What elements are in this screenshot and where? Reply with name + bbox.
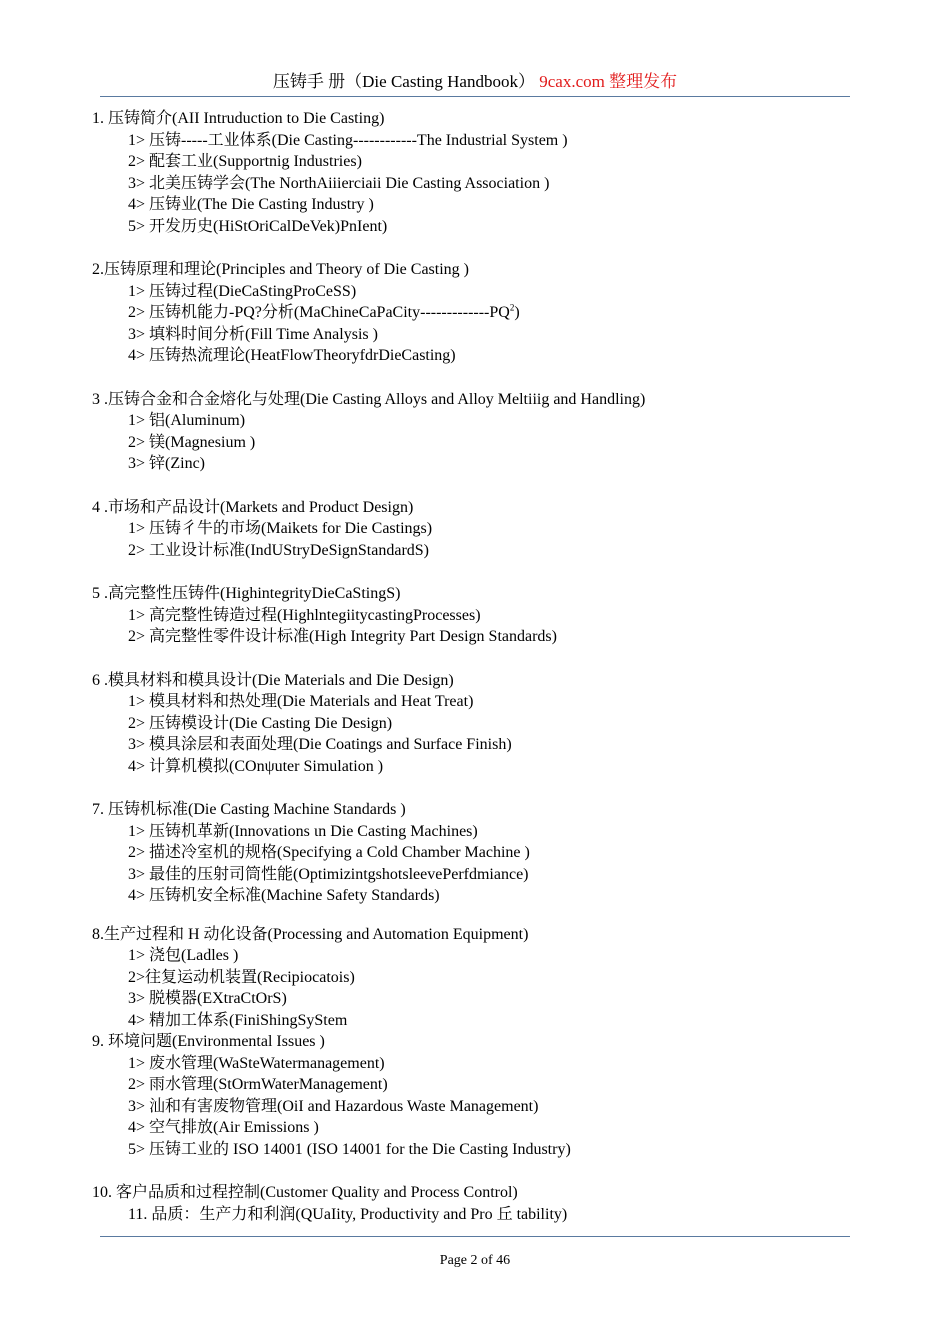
section-1-item-5: 5> 开发历史(HiStOriCalDeVek)PnIent) (128, 217, 388, 235)
section-3-item-1: 1> 铝(Aluminum) (128, 412, 246, 429)
section-2-heading: 2.压铸原理和理论(Principles and Theory of Die Casting ) (92, 261, 469, 278)
section-spacer (92, 777, 852, 799)
section-spacer (92, 367, 852, 389)
section-5-heading: 5 .高完整性压铸件(HighintegrityDieCaStingS) (92, 585, 401, 602)
section-spacer (92, 561, 852, 583)
section-6-item-2: 2> 压铸模设计(Die Casting Die Design) (128, 714, 393, 732)
section-4-item-2: 2> 工业设计标准(IndUStryDeSignStandardS) (128, 541, 430, 559)
header-divider (100, 96, 850, 97)
page-number: Page 2 of 46 (439, 1253, 511, 1268)
section-8-item-2: 2>往复运动机装置(Recipiocatois) (128, 968, 355, 986)
section-1-item-2: 2> 配套工业(Supportnig Industries) (128, 153, 362, 170)
section-6-item-1: 1> 模具材料和热处理(Die Materials and Heat Treat) (128, 693, 474, 710)
section-spacer (92, 237, 852, 259)
section-9-item-1: 1> 废水管理(WaSteWatermanagement) (128, 1054, 385, 1072)
section-2-item-1: 1> 压铸过程(DieCaStingProCeSS) (128, 282, 357, 300)
section-6-item-3: 3> 模具涂层和表面处理(Die Coatings and Surface Finish) (128, 736, 512, 753)
section-8-item-4: 4> 精加工体系(FiniShingSyStem (128, 1011, 348, 1029)
section-3-item-2: 2> 镁(Magnesium ) (128, 433, 256, 451)
section-9-item-2: 2> 雨水管理(StOrmWaterManagement) (128, 1076, 388, 1093)
section-1-item-4: 4> 压铸业(The Die Casting Industry ) (128, 196, 374, 213)
section-9-item-3: 3> 汕和有害废物管理(OiI and Hazardous Waste Management) (128, 1097, 539, 1115)
footer-divider (100, 1236, 850, 1237)
section-2-item-2-text: 2> 压铸机能力-PQ?分析(MaChineCaPaCity-------------PQ (128, 304, 510, 321)
section-1-item-3: 3> 北美压铸学会(The NorthAiiierciaii Die Casting Association ) (128, 174, 550, 192)
section-7-heading: 7. 压铸机标准(Die Casting Machine Standards ) (92, 801, 406, 818)
section-spacer (92, 907, 852, 924)
section-9-item-4: 4> 空气排放(Air Emissions ) (128, 1119, 319, 1136)
section-9-item-5: 5> 压铸工业的 ISO 14001 (ISO 14001 for the Die Casting Industry) (128, 1140, 571, 1158)
section-2-item-4: 4> 压铸热流理论(HeatFlowTheoryfdrDieCasting) (128, 347, 456, 364)
section-5-item-2: 2> 高完整性零件设计标准(High Integrity Part Design Standards) (128, 628, 557, 645)
page-header (100, 70, 850, 94)
section-8-item-1: 1> 浇包(Ladles ) (128, 947, 239, 964)
section-2-item-2 (92, 302, 852, 324)
section-7-item-2: 2> 描述冷室机的规格(Specifying a Cold Chamber Machine ) (128, 844, 530, 861)
section-8-item-3: 3> 脱模器(EXtraCtOrS) (128, 990, 287, 1007)
table-of-contents (92, 108, 852, 1225)
section-8-heading: 8.生产过程和 H 动化设备(Processing and Automation Equipment) (92, 925, 529, 943)
section-1-item-1: 1> 压铸-----工业体系(Die Casting------------The Industrial System ) (128, 131, 568, 149)
section-spacer (92, 1160, 852, 1182)
section-6-heading: 6 .模具材料和模具设计(Die Materials and Die Design) (92, 671, 454, 689)
section-2-item-2-close: ) (514, 304, 520, 321)
section-3-item-3: 3> 锌(Zinc) (128, 455, 206, 472)
section-spacer (92, 475, 852, 497)
section-11-heading: 11. 品质：生产力和利润(QUaIity, Productivity and Pro 丘 tability) (128, 1205, 568, 1223)
section-4-item-1: 1> 压铸彳牛的市场(Maikets for Die Castings) (128, 520, 433, 537)
section-3-heading: 3 .压铸合金和合金熔化与处理(Die Casting Alloys and Alloy Meltiiig and Handling) (92, 390, 646, 408)
section-2-item-3: 3> 填料时间分析(Fill Time Analysis ) (128, 325, 378, 343)
header-title: 压铸手 册（Die Casting Handbook） (272, 72, 540, 91)
section-7-item-4: 4> 压铸机安全标准(Machine Safety Standards) (128, 887, 440, 904)
section-10-heading: 10. 客户品质和过程控制(Customer Quality and Process Control) (92, 1184, 518, 1201)
section-9-heading: 9. 环境问题(Environmental Issues ) (92, 1033, 325, 1050)
section-7-item-1: 1> 压铸机革新(Innovations ιn Die Casting Machines) (128, 822, 478, 840)
superscript-2: 2 (509, 302, 515, 313)
section-spacer (92, 648, 852, 670)
section-5-item-1: 1> 高完整性铸造过程(HighlntegiitycastingProcesses) (128, 606, 481, 624)
header-site-credit: 9cax.com 整理发布 (539, 72, 678, 91)
section-4-heading: 4 .市场和产品设计(Markets and Product Design) (92, 498, 414, 516)
section-6-item-4: 4> 计算机模拟(COnψuter Simulation ) (128, 757, 384, 775)
section-1-heading: 1. 压铸简介(AII Intruduction to Die Casting) (92, 110, 385, 127)
section-7-item-3: 3> 最佳的压射司筒性能(OptimizintgshotsleevePerfdmiance) (128, 865, 529, 883)
